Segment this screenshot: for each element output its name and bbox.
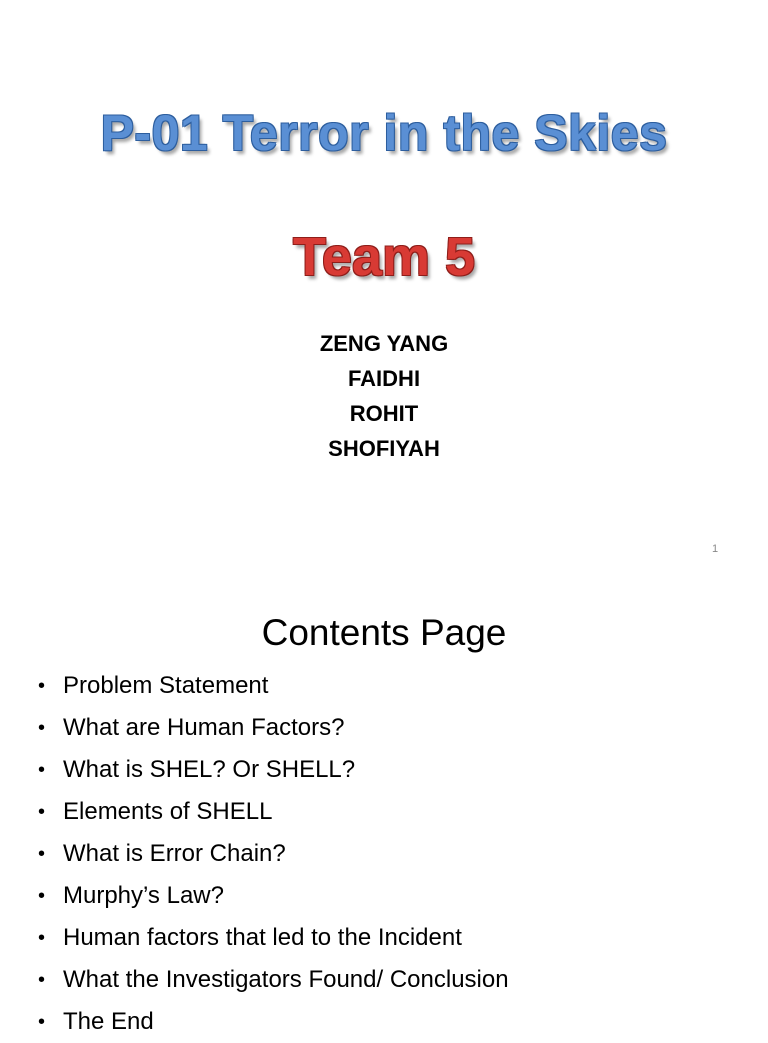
slide-page-number: 1 [712, 543, 719, 555]
contents-item-label: What is SHEL? Or SHELL? [63, 756, 356, 783]
team-member: ROHIT [349, 401, 419, 426]
contents-item [36, 959, 756, 1001]
contents-item-label: What is Error Chain? [63, 840, 286, 867]
contents-list [36, 665, 756, 1043]
contents-item [36, 749, 756, 791]
contents-item [36, 1001, 756, 1043]
contents-item-label: The End [63, 1008, 154, 1035]
contents-item [36, 917, 756, 959]
bullet-icon: • [38, 801, 46, 823]
contents-title: Contents Page [261, 612, 507, 653]
bullet-icon: • [38, 759, 46, 781]
contents-item [36, 665, 756, 707]
contents-item-label: What the Investigators Found/ Conclusion [63, 966, 509, 993]
team-member: FAIDHI [347, 366, 421, 391]
contents-item-label: Human factors that led to the Incident [63, 924, 462, 951]
bullet-icon: • [38, 843, 46, 865]
bullet-icon: • [38, 717, 46, 739]
contents-item-label: What are Human Factors? [63, 714, 345, 741]
contents-item [36, 791, 756, 833]
team-members-list [0, 326, 768, 466]
contents-item-label: Murphy’s Law? [63, 882, 224, 909]
bullet-icon: • [38, 927, 46, 949]
contents-item [36, 707, 756, 749]
team-member: ZENG YANG [319, 331, 449, 356]
contents-item-label: Problem Statement [63, 672, 269, 699]
contents-item [36, 875, 756, 917]
contents-slide [0, 575, 768, 1035]
team-title: Team 5 [292, 227, 476, 287]
bullet-icon: • [38, 969, 46, 991]
contents-item-label: Elements of SHELL [63, 798, 273, 825]
contents-item [36, 833, 756, 875]
slide-title: P-01 Terror in the Skies [100, 105, 668, 161]
bullet-icon: • [38, 1011, 46, 1033]
bullet-icon: • [38, 675, 46, 697]
bullet-icon: • [38, 885, 46, 907]
team-member: SHOFIYAH [328, 436, 440, 461]
